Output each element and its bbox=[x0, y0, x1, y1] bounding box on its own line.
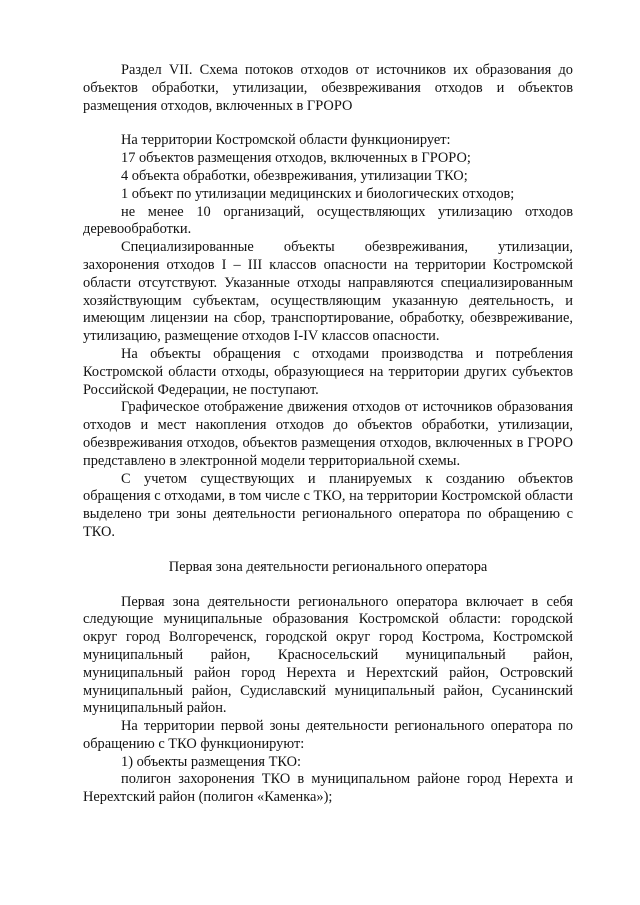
paragraph: С учетом существующих и планируемых к созданию объектов обращения с отходами, в том числе с ТКО, на территории Костромской области выделено три зоны деятельности регионального оператора по обращению с ТКО. bbox=[83, 470, 573, 540]
section-title: Раздел VII. Схема потоков отходов от источников их образования до объектов обработки, утилизации, обезвреживания отходов и объектов размещения отходов, включенных в ГРОРО bbox=[83, 62, 573, 114]
paragraph: полигон захоронения ТКО в муниципальном районе город Нерехта и Нерехтский район (полигон «Каменка»); bbox=[83, 771, 573, 806]
spacer bbox=[83, 115, 573, 132]
paragraph: Графическое отображение движения отходов от источников образования отходов и мест накопления отходов до объектов обработки, утилизации, обезвреживания отходов, объектов размещения отходов, включенных в ГРОРО представлено в электронной модели территориальной схемы. bbox=[83, 399, 573, 469]
subsection-title: Первая зона деятельности регионального оператора bbox=[168, 558, 488, 575]
paragraph: 17 объектов размещения отходов, включенных в ГРОРО; bbox=[121, 150, 471, 167]
paragraph: 4 объекта обработки, обезвреживания, утилизации ТКО; bbox=[121, 167, 468, 184]
paragraph: не менее 10 организаций, осуществляющих утилизацию отходов деревообработки. bbox=[83, 203, 573, 238]
paragraph: Первая зона деятельности регионального оператора включает в себя следующие муниципальные образования Костромской области: городской округ город Волгореченск, городской округ город Кострома, Костромской муниципальный район, Красносельский муниципальный район, муниципальный район город Нерехта и Нерехтский район, Островский муниципальный район, Судиславский муниципальный район, Сусанинский муниципальный район. bbox=[83, 593, 573, 717]
paragraph: На территории Костромской области функционирует: bbox=[121, 132, 451, 149]
document-page bbox=[83, 62, 573, 807]
paragraph: 1 объект по утилизации медицинских и биологических отходов; bbox=[121, 185, 515, 202]
paragraph: На территории первой зоны деятельности регионального оператора по обращению с ТКО функционируют: bbox=[83, 718, 573, 752]
paragraph: Специализированные объекты обезвреживания, утилизации, захоронения отходов I – III классов опасности на территории Костромской области отсутствуют. Указанные отходы направляются специализированным хозяйствующим субъектам, осуществляющим указанную деятельность, и имеющим лицензии на сбор, транспортирование, обработку, обезвреживание, утилизацию, размещение отходов I-IV классов опасности. bbox=[83, 239, 573, 345]
spacer bbox=[83, 577, 573, 594]
paragraph: На объекты обращения с отходами производства и потребления Костромской области отходы, образующиеся на территории других субъектов Российской Федерации, не поступают. bbox=[83, 345, 573, 398]
paragraph: 1) объекты размещения ТКО: bbox=[121, 753, 301, 770]
spacer bbox=[83, 542, 573, 559]
